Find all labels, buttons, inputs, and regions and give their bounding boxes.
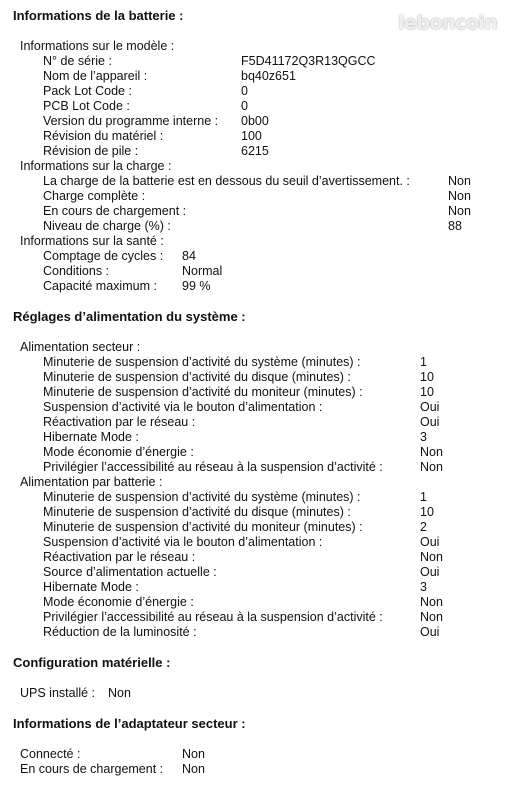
model-info-heading: Informations sur le modèle : <box>20 39 175 53</box>
charge-info-heading: Informations sur la charge : <box>20 159 172 173</box>
below-warning-label: La charge de la batterie est en dessous du seuil d’avertissement. : <box>43 174 410 188</box>
ac-power-heading: Alimentation secteur : <box>20 340 141 354</box>
hardware-rev-label: Révision du matériel : <box>43 129 164 143</box>
pack-lot-value: 0 <box>241 84 248 98</box>
ac-disk-sleep-value: 10 <box>420 370 434 384</box>
bat-display-sleep-label: Minuterie de suspension d’activité du moniteur (minutes) : <box>43 520 363 534</box>
device-name-value: bq40z651 <box>241 69 296 83</box>
ups-value: Non <box>108 686 131 700</box>
below-warning-value: Non <box>448 174 471 188</box>
pack-lot-label: Pack Lot Code : <box>43 84 132 98</box>
cycle-count-value: 84 <box>182 249 196 263</box>
ac-hibernate-value: 3 <box>420 430 427 444</box>
bat-current-source-value: Oui <box>420 565 440 579</box>
max-capacity-label: Capacité maximum : <box>43 279 157 293</box>
condition-value: Normal <box>182 264 223 278</box>
adapter-charging-value: Non <box>182 762 205 776</box>
charging-label: En cours de chargement : <box>43 204 187 218</box>
ac-hibernate-label: Hibernate Mode : <box>43 430 139 444</box>
hardware-rev-value: 100 <box>241 129 262 143</box>
ac-wake-on-lan-value: Oui <box>420 415 440 429</box>
cell-rev-label: Révision de pile : <box>43 144 139 158</box>
ac-power-button-sleep-value: Oui <box>420 400 440 414</box>
firmware-value: 0b00 <box>241 114 269 128</box>
pcb-lot-label: PCB Lot Code : <box>43 99 130 113</box>
cell-rev-value: 6215 <box>241 144 269 158</box>
ac-display-sleep-label: Minuterie de suspension d’activité du moniteur (minutes) : <box>43 385 363 399</box>
ac-low-power-value: Non <box>420 445 443 459</box>
health-info-heading: Informations sur la santé : <box>20 234 164 248</box>
condition-label: Conditions : <box>43 264 110 278</box>
cycle-count-label: Comptage de cycles : <box>43 249 164 263</box>
bat-disk-sleep-label: Minuterie de suspension d’activité du disque (minutes) : <box>43 505 351 519</box>
bat-reduce-brightness-value: Oui <box>420 625 440 639</box>
bat-system-sleep-value: 1 <box>420 490 427 504</box>
bat-current-source-label: Source d’alimentation actuelle : <box>43 565 217 579</box>
ac-display-sleep-value: 10 <box>420 385 434 399</box>
ac-network-priority-label: Privilégier l’accessibilité au réseau à la suspension d’activité : <box>43 460 383 474</box>
bat-network-priority-label: Privilégier l’accessibilité au réseau à la suspension d’activité : <box>43 610 383 624</box>
ac-system-sleep-label: Minuterie de suspension d’activité du système (minutes) : <box>43 355 361 369</box>
adapter-heading: Informations de l’adaptateur secteur : <box>13 716 246 731</box>
bat-wake-on-lan-label: Réactivation par le réseau : <box>43 550 196 564</box>
fully-charged-value: Non <box>448 189 471 203</box>
bat-hibernate-value: 3 <box>420 580 427 594</box>
bat-disk-sleep-value: 10 <box>420 505 434 519</box>
ac-power-button-sleep-label: Suspension d’activité via le bouton d’alimentation : <box>43 400 323 414</box>
charge-level-label: Niveau de charge (%) : <box>43 219 171 233</box>
bat-reduce-brightness-label: Réduction de la luminosité : <box>43 625 197 639</box>
bat-system-sleep-label: Minuterie de suspension d’activité du système (minutes) : <box>43 490 361 504</box>
bat-network-priority-value: Non <box>420 610 443 624</box>
bat-wake-on-lan-value: Non <box>420 550 443 564</box>
bat-low-power-value: Non <box>420 595 443 609</box>
adapter-connected-label: Connecté : <box>20 747 81 761</box>
adapter-charging-label: En cours de chargement : <box>20 762 164 776</box>
charging-value: Non <box>448 204 471 218</box>
adapter-connected-value: Non <box>182 747 205 761</box>
ac-wake-on-lan-label: Réactivation par le réseau : <box>43 415 196 429</box>
fully-charged-label: Charge complète : <box>43 189 146 203</box>
ac-network-priority-value: Non <box>420 460 443 474</box>
ac-system-sleep-value: 1 <box>420 355 427 369</box>
bat-low-power-label: Mode économie d’énergie : <box>43 595 194 609</box>
serial-label: N° de série : <box>43 54 112 68</box>
pcb-lot-value: 0 <box>241 99 248 113</box>
bat-power-button-sleep-value: Oui <box>420 535 440 549</box>
ac-low-power-label: Mode économie d’énergie : <box>43 445 194 459</box>
power-heading: Réglages d’alimentation du système : <box>13 309 246 324</box>
charge-level-value: 88 <box>448 219 462 233</box>
bat-power-button-sleep-label: Suspension d’activité via le bouton d’alimentation : <box>43 535 323 549</box>
hardware-heading: Configuration matérielle : <box>13 655 171 670</box>
ups-label: UPS installé : <box>20 686 96 700</box>
device-name-label: Nom de l’appareil : <box>43 69 148 83</box>
watermark-logo: leboncoin <box>398 12 498 34</box>
battery-power-heading: Alimentation par batterie : <box>20 475 163 489</box>
max-capacity-value: 99 % <box>182 279 211 293</box>
serial-value: F5D41172Q3R13QGCC <box>241 54 376 68</box>
ac-disk-sleep-label: Minuterie de suspension d’activité du disque (minutes) : <box>43 370 351 384</box>
bat-display-sleep-value: 2 <box>420 520 427 534</box>
bat-hibernate-label: Hibernate Mode : <box>43 580 139 594</box>
firmware-label: Version du programme interne : <box>43 114 219 128</box>
battery-heading: Informations de la batterie : <box>13 8 184 23</box>
